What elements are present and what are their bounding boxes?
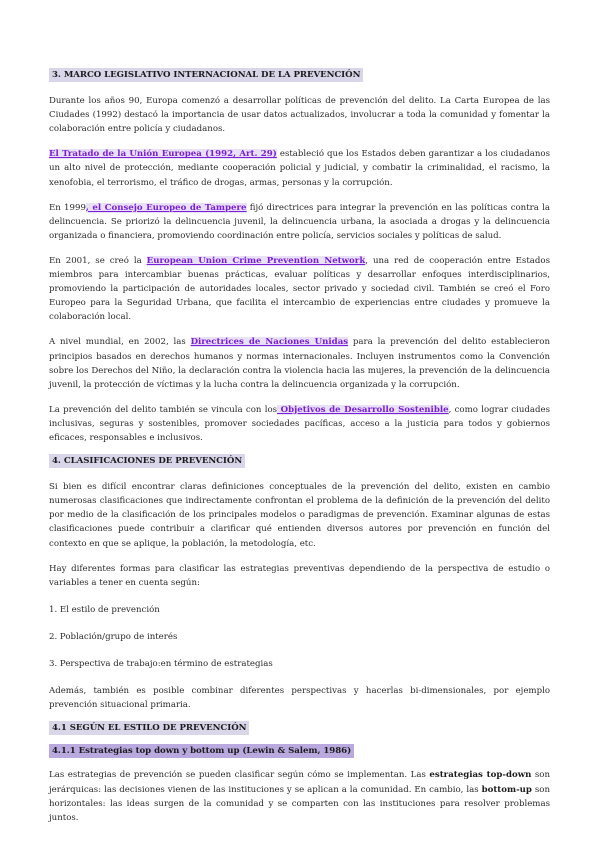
paragraph <box>49 335 550 391</box>
paragraph: Hay diferentes formas para clasificar las estrategias preventivas dependiendo de la perspectiva de estudio o variables a tener en cuenta según: <box>49 563 550 588</box>
list-item: 1. El estilo de prevención <box>49 604 160 615</box>
section-4-heading: 4. CLASIFICACIONES DE PREVENCIÓN <box>49 454 245 468</box>
paragraph-text: En 1999 <box>49 202 86 213</box>
bold-term: estrategias top-down <box>429 770 532 781</box>
paragraph: Además, también es posible combinar diferentes perspectivas y hacerlas bi-dimensionales, por ejemplo prevención situacional primaria. <box>49 686 550 711</box>
list-item: 3. Perspectiva de trabajo:en término de estrategias <box>49 659 273 669</box>
tampere-council-link[interactable]: , el Consejo Europeo de Tampere <box>85 202 247 213</box>
paragraph-text: son jerárquicas: las decisiones vienen de las instituciones y se aplican a la comunidad. En cambio, las <box>49 770 551 795</box>
paragraph <box>49 254 550 324</box>
section-4-1-1-heading: 4.1.1 Estrategias top down y bottom up (Lewin & Salem, 1986) <box>49 744 354 758</box>
eucpn-link[interactable]: European Union Crime Prevention Network <box>146 255 366 266</box>
paragraph-text: estableció que los Estados deben garantizar a los ciudadanos un alto nivel de protección, mediante cooperación policial y judicial, y combatir la criminalidad, el racismo, la xenofobia, el terrorismo, el tráfico de drogas, armas, personas y la corrupción. <box>49 149 551 188</box>
paragraph: Durante los años 90, Europa comenzó a desarrollar políticas de prevención del delito. La Carta Europea de las Ciudades (1992) destacó la importancia de usar datos actualizados, involucrar a toda la comunidad y fomentar la colaboración entre policía y ciudadanos. <box>49 96 550 135</box>
paragraph-text: , una red de cooperación entre Estados miembros para intercambiar buenas prácticas, evaluar políticas y desarrollar enfoques interdisciplinarios, promoviendo la participación de autoridades locales, sector privado y sociedad civil. También se creó el Foro Europeo para la Seguridad Urbana, que facilita el intercambio de experiencias entre ciudades y promueve la colaboración local. <box>49 255 550 323</box>
sdg-link[interactable]: Objetivos de Desarrollo Sostenible <box>277 404 449 415</box>
section-4-1-heading: 4.1 SEGÚN EL ESTILO DE PREVENCIÓN <box>49 721 249 735</box>
paragraph <box>49 768 550 824</box>
paragraph-text: Las estrategias de prevención se pueden clasificar según cómo se implementan. Las <box>49 770 430 781</box>
paragraph <box>49 403 550 445</box>
paragraph-text: A nivel mundial, en 2002, las <box>49 337 191 348</box>
paragraph <box>49 147 550 189</box>
paragraph-text: , como lograr ciudades inclusivas, seguras y sostenibles, promover sociedades pacíficas, acceso a la justicia para todos y gobiernos eficaces, responsables e inclusivos. <box>49 404 551 443</box>
paragraph: Si bien es difícil encontrar claras definiciones conceptuales de la prevención del delito, existen en cambio numerosas clasificaciones que indirectamente confrontan el problema de la definición de la prevención del delito por medio de la clasificación de los principales modelos o paradigmas de prevención. Examinar algunas de estas clasificaciones puede contribuir a clarificar qué entienden diversos autores por prevención en función del contexto en que se aplique, la población, la metodología, etc. <box>49 482 550 549</box>
bold-term: bottom-up <box>481 784 532 795</box>
section-3-heading: 3. MARCO LEGISLATIVO INTERNACIONAL DE LA PREVENCIÓN <box>49 68 363 82</box>
paragraph-text: fijó directrices para integrar la prevención en las políticas contra la delincuencia. Se priorizó la delincuencia juvenil, la delincuencia urbana, la asociada a drogas y la delincuencia organizada o financiera, promoviendo coordinación entre policía, servicios sociales y políticas de salud. <box>49 202 551 241</box>
un-guidelines-link[interactable]: Directrices de Naciones Unidas <box>190 337 349 348</box>
list-item: 2. Población/grupo de interés <box>49 631 178 642</box>
paragraph-text: para la prevención del delito establecieron principios basados en derechos humanos y normas internacionales. Incluyen instrumentos como la Convención sobre los Derechos del Niño, la declaración contra la violencia hacia las mujeres, la prevención de la delincuencia juvenil, la protección de víctimas y la lucha contra la delincuencia organizada y la corrupción. <box>49 337 550 390</box>
paragraph-text: La prevención del delito también se vincula con los <box>49 404 278 415</box>
eu-treaty-link[interactable]: El Tratado de la Unión Europea (1992, Art. 29) <box>49 149 277 160</box>
paragraph-text: En 2001, se creó la <box>49 255 147 266</box>
paragraph-text: son horizontales: las ideas surgen de la comunidad y se comparten con las instituciones para resolver problemas juntos. <box>49 784 550 823</box>
paragraph <box>49 201 550 243</box>
